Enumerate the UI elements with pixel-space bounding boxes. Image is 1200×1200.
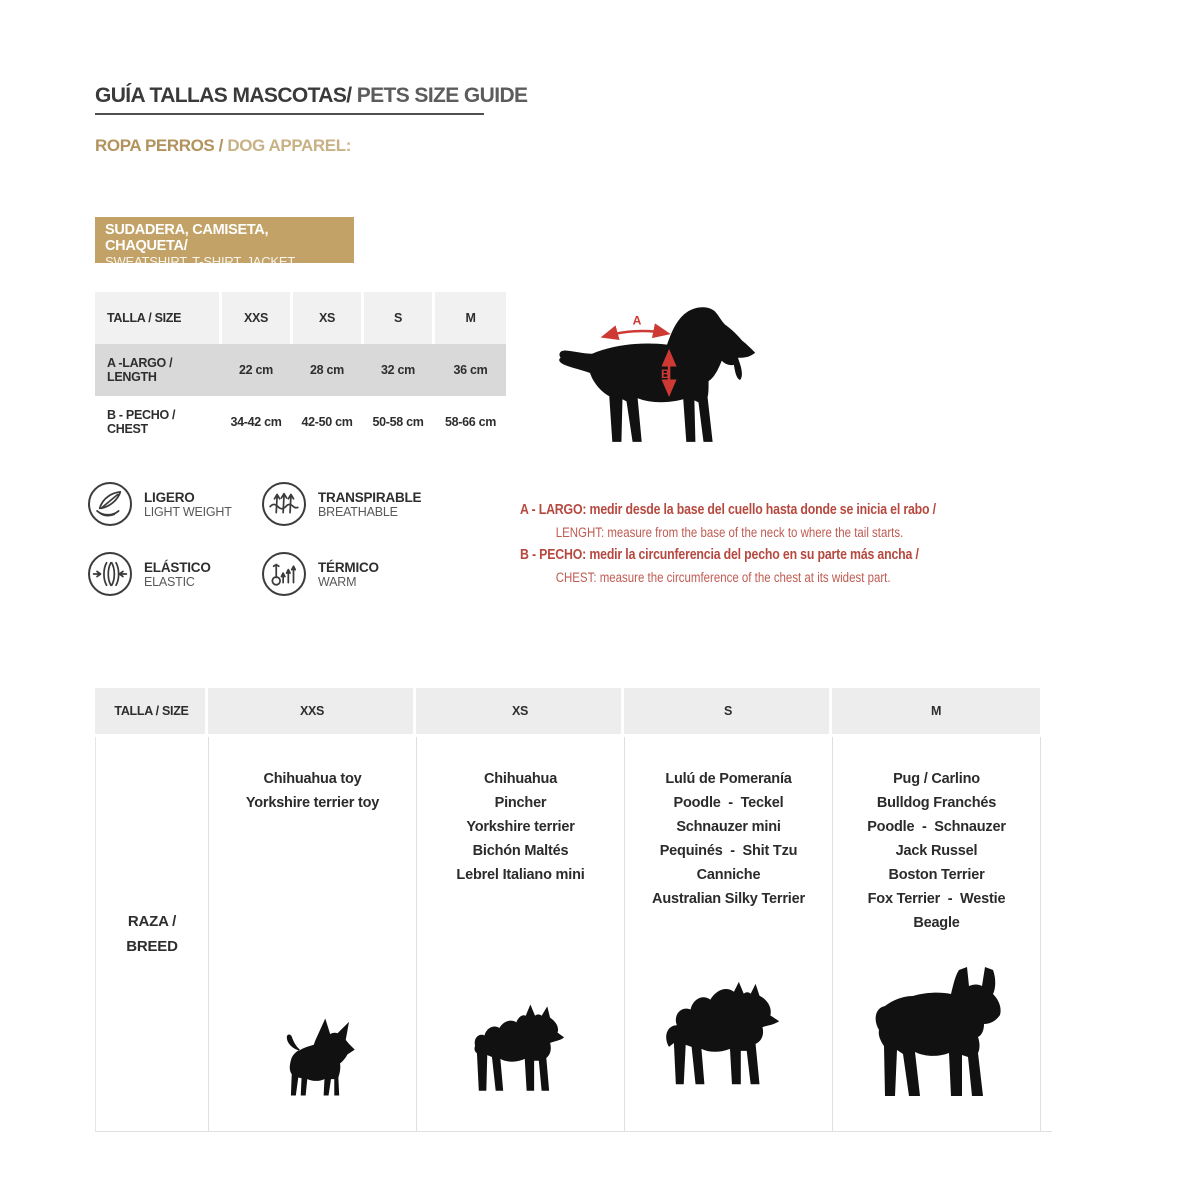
arrow-label-a: A [632, 313, 642, 328]
feature-name-es: ELÁSTICO [144, 559, 211, 575]
size-table-chest-row [95, 396, 506, 448]
length-row-label: A -LARGO / LENGTH [107, 356, 173, 384]
garment-type-banner [95, 217, 354, 269]
size-header-s: S [364, 292, 432, 344]
french-bulldog-silhouette [853, 962, 1021, 1107]
note-length-es: A - LARGO: medir desde la base del cuello hasta donde se inicia el rabo / [520, 502, 936, 518]
feature-warm [262, 552, 379, 596]
breed-list-m: Pug / Carlino Bulldog Franchés Poodle - Schnauzer Jack Russel Boston Terrier Fox Terrier - Westie Beagle [867, 771, 1006, 931]
arrow-label-b: B [660, 367, 670, 382]
feature-elastic [88, 552, 211, 596]
feature-name-en: ELASTIC [144, 574, 195, 589]
feature-name-en: WARM [318, 574, 357, 589]
length-arrow [604, 331, 667, 336]
page-title-en: PETS SIZE GUIDE [351, 84, 528, 107]
breed-cell-s [625, 737, 833, 1131]
breed-table [95, 688, 1052, 1132]
breed-cell-xxs [209, 737, 417, 1131]
breed-header-m: M [832, 688, 1040, 734]
feature-lightweight [88, 482, 232, 526]
size-header-xs: XS [293, 292, 361, 344]
feather-icon [88, 482, 132, 526]
section-subtitle [95, 136, 351, 156]
banner-line-en: SWEATSHIRT, T-SHIRT, JACKET [105, 254, 296, 269]
note-chest-en: CHEST: measure the circumference of the chest at its widest part. [555, 570, 891, 585]
length-m: 36 cm [453, 363, 488, 377]
feature-name-es: TÉRMICO [318, 559, 379, 575]
chest-xxs: 34-42 cm [230, 415, 282, 429]
breed-header-s: S [624, 688, 832, 734]
labrador-silhouette [552, 300, 777, 452]
page-title [95, 84, 527, 108]
chest-row-label: B - PECHO / CHEST [107, 408, 176, 436]
page-title-es: GUÍA TALLAS MASCOTAS/ [95, 84, 352, 107]
breed-header-xs: XS [416, 688, 624, 734]
size-header-xxs: XXS [222, 292, 290, 344]
size-header-m: M [435, 292, 506, 344]
breed-table-body-row [95, 737, 1052, 1132]
breed-list-xxs: Chihuahua toy Yorkshire terrier toy [245, 771, 380, 811]
note-length-en: LENGHT: measure from the base of the neck to where the tail starts. [555, 525, 904, 540]
breed-list-xs: Chihuahua Pincher Yorkshire terrier Bichón Maltés Lebrel Italiano mini [456, 771, 585, 883]
chest-m: 58-66 cm [444, 415, 497, 429]
breed-cell-xs [417, 737, 625, 1131]
note-chest-es: B - PECHO: medir la circunferencia del pecho en su parte más ancha / [520, 547, 919, 563]
feature-name-es: TRANSPIRABLE [318, 489, 422, 505]
size-table-header-row [95, 292, 506, 344]
title-underline [95, 113, 484, 115]
size-table [95, 292, 506, 448]
breed-cell-m [833, 737, 1041, 1131]
subtitle-en: DOG APPAREL: [227, 136, 351, 155]
length-s: 32 cm [381, 363, 415, 377]
subtitle-es: ROPA PERROS / [95, 136, 228, 155]
breed-list-s: Lulú de Pomeranía Poodle - Teckel Schnauzer mini Pequinés - Shit Tzu Canniche Australian Silky Terrier [652, 771, 805, 907]
pomeranian-silhouette [654, 978, 804, 1107]
length-xxs: 22 cm [239, 363, 273, 377]
feature-name-en: LIGHT WEIGHT [144, 504, 232, 519]
breathable-icon [262, 482, 306, 526]
breed-table-header-row [95, 688, 1052, 734]
measuring-notes [520, 499, 936, 589]
banner-line-es: SUDADERA, CAMISETA, CHAQUETA/ [105, 222, 269, 254]
elastic-icon [88, 552, 132, 596]
chest-xs: 42-50 cm [301, 415, 353, 429]
feature-name-es: LIGERO [144, 489, 195, 505]
breed-row-label: RAZA / BREED [96, 737, 209, 1131]
size-table-length-row [95, 344, 506, 396]
chihuahua-silhouette [265, 1012, 360, 1107]
breed-header-xxs: XXS [208, 688, 416, 734]
length-xs: 28 cm [310, 363, 344, 377]
size-header-talla: TALLA / SIZE [95, 292, 219, 344]
breed-header-talla: TALLA / SIZE [95, 688, 208, 734]
measuring-diagram [552, 300, 777, 457]
yorkshire-silhouette [458, 997, 583, 1107]
chest-s: 50-58 cm [372, 415, 424, 429]
feature-breathable [262, 482, 421, 526]
thermometer-icon [262, 552, 306, 596]
feature-name-en: BREATHABLE [318, 504, 398, 519]
